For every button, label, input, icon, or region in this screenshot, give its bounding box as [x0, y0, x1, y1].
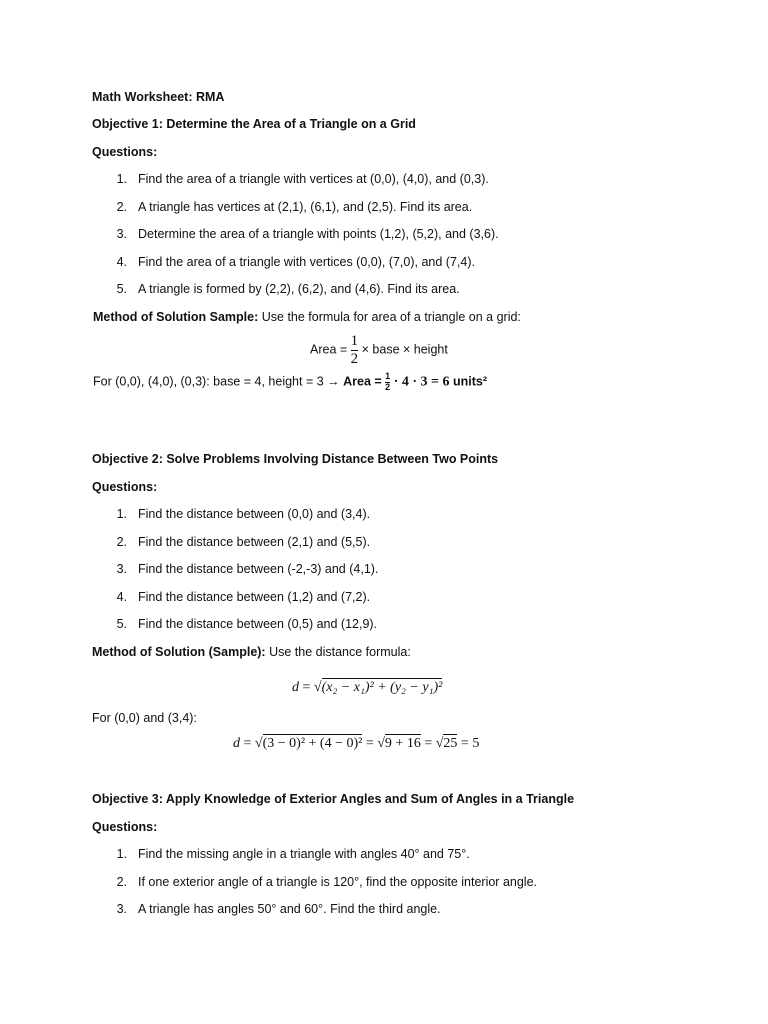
- list-number: 4.: [116, 255, 127, 269]
- method-label: Method of Solution (Sample):: [92, 645, 266, 659]
- question-text: Find the distance between (0,5) and (12,9).: [138, 617, 378, 631]
- method-label: Method of Solution Sample:: [93, 310, 259, 324]
- area-example-unit: units²: [449, 374, 487, 389]
- distance-variable: d: [233, 736, 240, 751]
- question-text: A triangle is formed by (2,2), (6,2), and (4,6). Find its area.: [138, 282, 460, 296]
- distance-example-end-radicand: 25: [443, 736, 458, 751]
- question-text: Determine the area of a triangle with points (1,2), (5,2), and (3,6).: [138, 227, 499, 241]
- objective-2-questions-label: Questions:: [92, 480, 158, 494]
- list-number: 2.: [116, 200, 127, 214]
- question-text: Find the distance between (-2,-3) and (4,1).: [138, 562, 379, 576]
- area-example-prefix: For (0,0), (4,0), (0,3): base = 4, height = 3 →: [93, 374, 344, 389]
- list-number: 2.: [116, 875, 127, 889]
- sqrt-symbol: = √: [362, 736, 385, 751]
- fraction-numerator: 1: [385, 371, 391, 381]
- objective-1-questions-label: Questions:: [92, 145, 158, 159]
- area-formula: [310, 333, 448, 367]
- distance-radicand: (x₂ − x₁)² + (y₂ − y₁)²: [321, 680, 443, 695]
- sqrt-symbol: = √: [240, 736, 263, 751]
- area-example-label: Area =: [343, 374, 386, 389]
- list-number: 4.: [116, 590, 127, 604]
- distance-example-mid-radicand: 9 + 16: [384, 736, 421, 751]
- area-example-fraction: [385, 372, 390, 393]
- list-number: 3.: [116, 902, 127, 916]
- method-text: Use the distance formula:: [265, 645, 411, 659]
- sqrt-symbol: = √: [299, 680, 322, 695]
- list-number: 2.: [116, 535, 127, 549]
- distance-example-label: For (0,0) and (3,4):: [92, 711, 197, 725]
- question-text: Find the area of a triangle with vertices at (0,0), (4,0), and (0,3).: [138, 172, 489, 186]
- question-text: If one exterior angle of a triangle is 120°, find the opposite interior angle.: [138, 875, 537, 889]
- distance-example-radicand: (3 − 0)² + (4 − 0)²: [262, 736, 363, 751]
- question-text: Find the distance between (0,0) and (3,4).: [138, 507, 371, 521]
- list-number: 1.: [116, 172, 127, 186]
- question-text: Find the area of a triangle with vertices (0,0), (7,0), and (7,4).: [138, 255, 475, 269]
- distance-example-result: = 5: [457, 736, 480, 751]
- area-formula-fraction: [351, 333, 359, 367]
- objective-3-heading: Objective 3: Apply Knowledge of Exterior Angles and Sum of Angles in a Triangle: [92, 792, 575, 806]
- list-number: 5.: [116, 617, 127, 631]
- distance-variable: d: [292, 680, 299, 695]
- question-text: Find the missing angle in a triangle with angles 40° and 75°.: [138, 847, 470, 861]
- list-number: 1.: [116, 847, 127, 861]
- sqrt-symbol: = √: [420, 736, 444, 751]
- question-text: A triangle has angles 50° and 60°. Find the third angle.: [138, 902, 441, 916]
- objective-2-method: [92, 645, 411, 659]
- list-number: 5.: [116, 282, 127, 296]
- list-number: 3.: [116, 562, 127, 576]
- question-text: Find the distance between (1,2) and (7,2).: [138, 590, 371, 604]
- area-example: [93, 372, 487, 393]
- question-text: Find the distance between (2,1) and (5,5).: [138, 535, 371, 549]
- question-text: A triangle has vertices at (2,1), (6,1), and (2,5). Find its area.: [138, 200, 473, 214]
- area-example-rest: · 4 · 3 = 6: [393, 374, 450, 390]
- fraction-denominator: 2: [350, 350, 359, 367]
- fraction-denominator: 2: [385, 381, 391, 392]
- objective-1-method: [93, 310, 521, 324]
- distance-example-formula: [233, 736, 479, 752]
- area-formula-rhs: × base × height: [361, 342, 448, 357]
- list-number: 3.: [116, 227, 127, 241]
- worksheet-title: Math Worksheet: RMA: [92, 90, 225, 104]
- distance-formula: [292, 680, 442, 696]
- list-number: 1.: [116, 507, 127, 521]
- objective-3-questions-label: Questions:: [92, 820, 158, 834]
- fraction-numerator: 1: [350, 333, 359, 349]
- objective-1-heading: Objective 1: Determine the Area of a Triangle on a Grid: [92, 117, 416, 131]
- objective-2-heading: Objective 2: Solve Problems Involving Distance Between Two Points: [92, 452, 499, 466]
- method-text: Use the formula for area of a triangle on a grid:: [258, 310, 521, 324]
- area-formula-lhs: Area =: [310, 342, 348, 357]
